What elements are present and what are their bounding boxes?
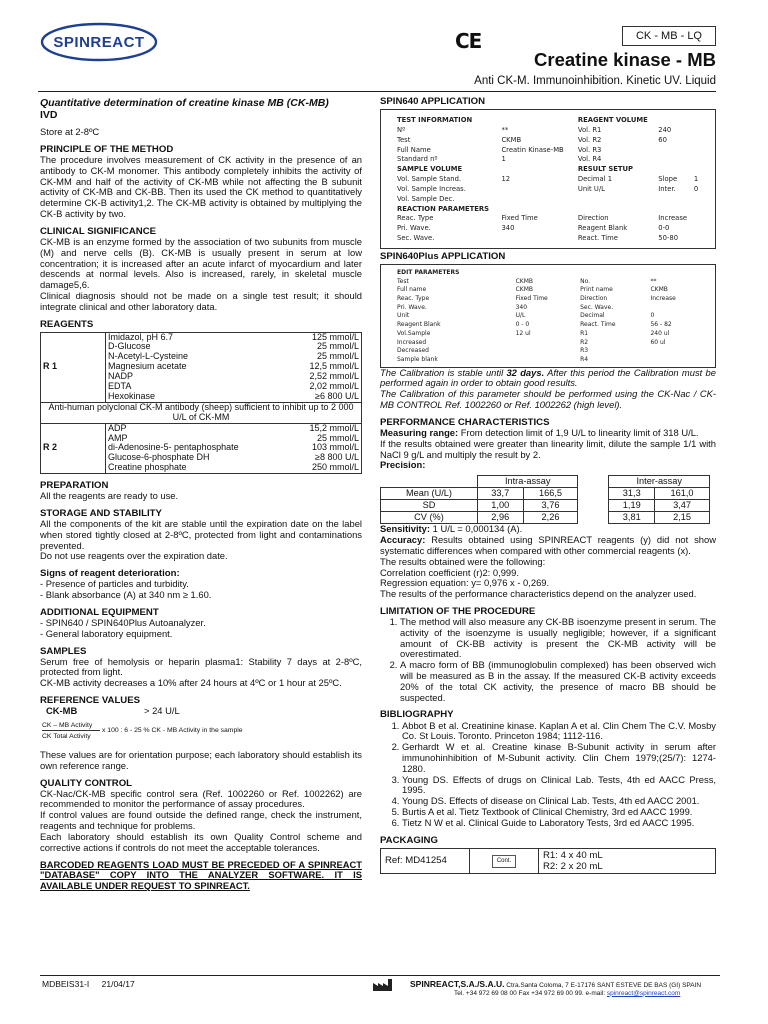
parameter-cell: React. Time bbox=[580, 321, 616, 329]
precision-cell: 1,19 bbox=[609, 500, 655, 512]
qc-text-3: Each laboratory should establish its own Quality Control scheme and corrective actions if controls do not meet the acceptable tolerances. bbox=[40, 830, 362, 853]
parameter-cell: Increase bbox=[658, 214, 688, 223]
parameter-cell: No. bbox=[580, 277, 591, 285]
equipment-heading: ADDITIONAL EQUIPMENT bbox=[40, 606, 159, 618]
parameter-cell bbox=[692, 155, 701, 165]
parameter-cell bbox=[656, 155, 692, 165]
parameter-cell: U/L bbox=[515, 312, 526, 320]
reagents-table bbox=[40, 332, 362, 474]
parameter-row bbox=[395, 339, 701, 348]
parameter-cell: Vol. Sample Increas. bbox=[397, 184, 466, 193]
parameter-cell bbox=[656, 195, 692, 205]
parameter-cell: 340 bbox=[515, 303, 528, 311]
parameter-cell: Full name bbox=[397, 286, 427, 294]
parameter-cell bbox=[499, 195, 571, 205]
company-address: Ctra.Santa Coloma, 7 E-17176 SANT ESTEVE DE BAS (GI) SPAIN bbox=[504, 982, 702, 989]
measuring-range-label: Measuring range: bbox=[380, 426, 459, 438]
parameter-cell: REACTION PARAMETERS bbox=[397, 204, 490, 213]
bibliography-heading: BIBLIOGRAPHY bbox=[380, 709, 454, 721]
parameter-row bbox=[395, 224, 701, 234]
bibliography-item: 6. Tietz N W et al. Clinical Guide to Laboratory Tests, 3rd ed AACC 1995. bbox=[402, 818, 716, 829]
parameter-cell: Fixed Time bbox=[515, 295, 548, 303]
precision-cell: CV (%) bbox=[381, 512, 478, 524]
right-column bbox=[380, 96, 716, 874]
parameter-cell bbox=[514, 339, 579, 348]
parameter-row bbox=[395, 234, 701, 244]
manufacturer-icon bbox=[372, 978, 398, 992]
limitation-item: 1. The method will also measure any CK-BB isoenzyme present in serum. The activity of the isoenzyme is usually negligible; however, if a significant amount of CK-BB activity is present the CK-MB activity will be overestimated. bbox=[400, 617, 716, 660]
parameter-cell: Reac. Type bbox=[397, 295, 430, 303]
parameter-cell: Reagent Blank bbox=[577, 224, 628, 233]
footer-right bbox=[410, 980, 701, 997]
reagent-name: AMP bbox=[108, 432, 128, 443]
barcode-notice: BARCODED REAGENTS LOAD MUST BE PRECEDED OF A SPINREACT "DATABASE" COPY INTO THE ANALYZER SOFTWARE. IT IS AVAILABLE UNDER REQUEST TO SPINREACT. bbox=[40, 858, 362, 892]
reagent-name: Hexokinase bbox=[108, 390, 156, 401]
parameter-cell: Vol. R2 bbox=[577, 135, 602, 144]
parameter-cell bbox=[692, 195, 701, 205]
header-rule bbox=[38, 91, 716, 92]
parameter-cell: Print name bbox=[580, 286, 613, 294]
parameter-row bbox=[395, 321, 701, 330]
parameter-cell: Unit U/L bbox=[577, 184, 605, 193]
parameter-row bbox=[395, 175, 701, 185]
parameter-row bbox=[395, 356, 701, 365]
parameter-cell bbox=[692, 146, 701, 156]
parameter-cell bbox=[656, 116, 692, 126]
parameter-cell: RESULT SETUP bbox=[577, 165, 634, 174]
clinical-text-2: Clinical diagnosis should not be made on a single test result; it should integrate clinical and other laboratory data. bbox=[40, 289, 362, 312]
precision-cell: 2,15 bbox=[655, 512, 710, 524]
parameter-row bbox=[395, 295, 701, 304]
precision-cell: 166,5 bbox=[523, 488, 578, 500]
bibliography-item: 4. Young DS. Effects of disease on Clinical Lab. Tests, 4th ed AACC 2001. bbox=[402, 796, 716, 807]
company-name: SPINREACT,S.A./S.A.U. bbox=[410, 979, 505, 989]
spin640-table bbox=[395, 116, 701, 244]
parameter-cell: Direction bbox=[580, 295, 608, 303]
parameter-cell bbox=[692, 224, 701, 234]
precision-cell: 1,00 bbox=[477, 500, 523, 512]
precision-cell bbox=[578, 500, 609, 512]
parameter-row bbox=[395, 116, 701, 126]
precision-cell: 3,81 bbox=[609, 512, 655, 524]
parameter-cell: 0 - 0 bbox=[515, 321, 530, 329]
parameter-cell: Test bbox=[397, 277, 409, 285]
formula-denominator: CK Total Activity bbox=[42, 733, 91, 740]
parameter-cell: 60 ul bbox=[650, 338, 666, 346]
left-column bbox=[40, 97, 362, 892]
parameter-cell: Sec. Wave. bbox=[580, 303, 614, 311]
parameter-cell: SAMPLE VOLUME bbox=[397, 165, 463, 174]
parameter-cell: R4 bbox=[580, 355, 589, 363]
deterioration-heading: Signs of reagent deterioration: bbox=[40, 568, 180, 580]
precision-cell bbox=[578, 488, 609, 500]
packaging-r2: R2: 2 x 20 mL bbox=[543, 860, 603, 872]
r2-label: R 2 bbox=[41, 423, 106, 473]
parameter-cell bbox=[499, 185, 571, 195]
parameter-row bbox=[395, 214, 701, 224]
formula-tail: x 100 : 6 - 25 % CK - MB Activity in the sample bbox=[102, 727, 243, 734]
deterioration-item: - Blank absorbance (A) at 340 nm ≥ 1.60. bbox=[40, 589, 212, 601]
parameter-cell: Vol.Sample bbox=[397, 329, 431, 337]
parameter-cell bbox=[692, 136, 701, 146]
parameter-cell: Full Name bbox=[397, 145, 431, 154]
parameter-cell bbox=[499, 205, 571, 215]
parameter-cell bbox=[692, 126, 701, 136]
doc-date: 21/04/17 bbox=[101, 979, 135, 989]
parameter-row bbox=[395, 278, 701, 287]
reference-value: > 24 U/L bbox=[144, 705, 180, 716]
footer-rule bbox=[40, 975, 720, 976]
deterioration-item: - Presence of particles and turbidity. bbox=[40, 578, 189, 590]
parameter-cell: 0-0 bbox=[658, 224, 670, 233]
reagent-value: 25 mmol/L bbox=[316, 351, 359, 362]
parameter-cell: Nº bbox=[397, 125, 406, 134]
reference-label: CK-MB bbox=[46, 705, 78, 716]
parameter-cell: 0 bbox=[693, 184, 699, 193]
parameter-row bbox=[395, 146, 701, 156]
parameter-row bbox=[395, 185, 701, 195]
calibration-text-2: The Calibration of this parameter should be performed using the CK-Nac / CK-MB CONTROL Ref. 1002260 or Ref. 1002262 (high level). bbox=[380, 388, 716, 411]
parameter-cell bbox=[499, 165, 571, 175]
precision-cell: 3,47 bbox=[655, 500, 710, 512]
precision-cell: 33,7 bbox=[477, 488, 523, 500]
parameter-row bbox=[395, 126, 701, 136]
parameter-cell: 50-80 bbox=[658, 234, 679, 243]
parameter-row bbox=[395, 304, 701, 313]
ce-mark: CE bbox=[455, 29, 482, 53]
parameter-cell: CKMB bbox=[515, 277, 534, 285]
parameter-cell: Reagent Blank bbox=[397, 321, 441, 329]
precision-cell: Mean (U/L) bbox=[381, 488, 478, 500]
inter-assay-header: Inter-assay bbox=[609, 476, 710, 488]
spinreact-logo bbox=[40, 22, 158, 62]
packaging-heading: PACKAGING bbox=[380, 834, 438, 846]
limitation-item: 2. A macro form of BB (immunoglobulin complexed) has been observed wich will be measured as B in the assay. If the measured CK-B activity exceeds 20% of the total CK activity, the presence of macro BB should be suspected. bbox=[400, 660, 716, 703]
parameter-cell: 12 ul bbox=[515, 329, 531, 337]
parameter-row bbox=[395, 165, 701, 175]
reagent-name: Imidazol, pH 6.7 bbox=[108, 331, 174, 342]
clinical-heading: CLINICAL SIGNIFICANCE bbox=[40, 225, 157, 237]
performance-heading: PERFORMANCE CHARACTERISTICS bbox=[380, 416, 550, 428]
parameter-row bbox=[395, 136, 701, 146]
precision-cell: 31,3 bbox=[609, 488, 655, 500]
principle-text: The procedure involves measurement of CK activity in the presence of an antibody to CK-M monomer. This antibody completely inhibits the activity of CK-MM and half of the activity of CK-MB while not affecting the B subunit activity of CK-MB and CK-BB. Then its used the CK method to quantitatively determine CK-B activity1,2. The CK-MB activity is obtained by multiplying the CK-B activity by two. bbox=[40, 153, 362, 220]
parameter-cell bbox=[656, 146, 692, 156]
parameter-cell bbox=[692, 165, 701, 175]
r1-label: R 1 bbox=[41, 332, 106, 402]
parameter-cell: Slope bbox=[658, 175, 678, 184]
calibration-text-b: After this period the Calibration must be performed again in order to obtain good results. bbox=[380, 366, 716, 389]
reagents-heading: REAGENTS bbox=[40, 318, 94, 330]
parameter-cell: 340 bbox=[501, 224, 515, 233]
parameter-cell: 240 ul bbox=[650, 329, 670, 337]
limitation-heading: LIMITATION OF THE PROCEDURE bbox=[380, 605, 536, 617]
reagent-name: Magnesium acetate bbox=[108, 361, 187, 372]
precision-cell: 2,96 bbox=[477, 512, 523, 524]
parameter-row bbox=[395, 330, 701, 339]
packaging-table bbox=[380, 848, 716, 874]
parameter-row bbox=[395, 195, 701, 205]
parameter-cell: Reac. Type bbox=[397, 214, 434, 223]
parameter-cell: Vol. R3 bbox=[577, 145, 602, 154]
reagent-name: Creatine phosphate bbox=[108, 462, 187, 473]
accuracy-text: Results obtained using SPINREACT reagents (y) did not show systematic differences when compared with other commercial reagents (x). bbox=[380, 534, 716, 556]
reagent-value: 103 mmol/L bbox=[311, 442, 359, 453]
parameter-cell: Decimal 1 bbox=[577, 175, 613, 184]
parameter-cell: Standard nº bbox=[397, 155, 438, 164]
company-email[interactable]: spinreact@spinreact.com bbox=[606, 989, 681, 997]
parameter-cell bbox=[648, 356, 701, 365]
qc-heading: QUALITY CONTROL bbox=[40, 777, 133, 789]
samples-text: Serum free of hemolysis or heparin plasma1: Stability 7 days at 2-8ºC, protected from light. bbox=[40, 655, 362, 678]
parameter-cell: 240 bbox=[658, 125, 672, 134]
parameter-cell: Unit bbox=[397, 312, 410, 320]
product-code: CK - MB - LQ bbox=[622, 26, 716, 46]
parameter-cell: Test bbox=[397, 135, 411, 144]
parameter-cell: Increase bbox=[650, 295, 676, 303]
parameter-cell: 0 bbox=[650, 312, 655, 320]
parameter-cell bbox=[499, 116, 571, 126]
page-title: Creatine kinase - MB bbox=[534, 49, 716, 70]
parameter-cell bbox=[648, 304, 701, 313]
parameter-cell: Direction bbox=[577, 214, 609, 223]
spin640-heading: SPIN640 APPLICATION bbox=[380, 96, 486, 107]
reference-heading: REFERENCE VALUES bbox=[40, 694, 141, 706]
accuracy-label: Accuracy: bbox=[380, 534, 426, 546]
parameter-cell bbox=[656, 165, 692, 175]
samples-text-2: CK-MB activity decreases a 10% after 24 hours at 4ºC or 1 hour at 25ºC. bbox=[40, 677, 342, 689]
antibody-text: Anti-human polyclonal CK-M antibody (sheep) sufficient to inhibit up to 2 000 U/L of CK-MM bbox=[48, 401, 354, 422]
parameter-cell: EDIT PARAMETERS bbox=[397, 269, 460, 277]
reagent-name: NADP bbox=[108, 371, 134, 382]
preparation-text: All the reagents are ready to use. bbox=[40, 490, 179, 502]
parameter-cell: 56 - 82 bbox=[650, 321, 672, 329]
reagent-name: Glucose-6-phosphate DH bbox=[108, 452, 210, 463]
storage-heading: STORAGE AND STABILITY bbox=[40, 507, 162, 519]
reagent-value: 2,02 mmol/L bbox=[309, 381, 359, 392]
precision-cell: 2,26 bbox=[523, 512, 578, 524]
parameter-cell: Pri. Wave. bbox=[397, 303, 427, 311]
parameter-cell bbox=[499, 234, 571, 244]
parameter-cell: R3 bbox=[580, 347, 589, 355]
bibliography-item: 2. Gerhardt W et al. Creatine kinase B-Subunit activity in serum after immunohinhibition of M-Subunit activity. Clin Chem 1979;(25/7): 1274-1280. bbox=[402, 742, 716, 774]
reagent-value: 2,52 mmol/L bbox=[309, 371, 359, 382]
packaging-r1: R1: 4 x 40 mL bbox=[543, 849, 603, 861]
principle-heading: PRINCIPLE OF THE METHOD bbox=[40, 143, 174, 155]
accuracy-text-2: The results obtained were the following: bbox=[380, 555, 546, 567]
bibliography-item: 5. Burtis A et al. Tietz Textbook of Clinical Chemistry, 3rd ed AACC 1999. bbox=[402, 807, 716, 818]
reagent-value: 25 mmol/L bbox=[316, 432, 359, 443]
reference-row bbox=[40, 706, 362, 719]
reagent-value: 125 mmol/L bbox=[311, 331, 359, 342]
parameter-cell: React. Time bbox=[577, 234, 618, 243]
parameter-cell bbox=[692, 214, 701, 224]
parameter-row bbox=[395, 312, 701, 321]
precision-cell: 161,0 bbox=[655, 488, 710, 500]
parameter-cell: Fixed Time bbox=[501, 214, 538, 223]
accuracy-text-3: Correlation coefficient (r)2: 0,999. bbox=[380, 566, 519, 578]
sensitivity-text: 1 U/L = 0,000134 (A). bbox=[430, 523, 523, 535]
precision-row bbox=[381, 512, 710, 524]
parameter-cell: Sec. Wave. bbox=[397, 234, 435, 243]
parameter-cell bbox=[578, 269, 648, 278]
calibration-text bbox=[380, 368, 716, 390]
intra-assay-header: Intra-assay bbox=[477, 476, 578, 488]
parameter-row bbox=[395, 347, 701, 356]
preparation-heading: PREPARATION bbox=[40, 480, 109, 492]
reagent-name: N-Acetyl-L-Cysteine bbox=[108, 351, 189, 362]
reagent-value: 12,5 mmol/L bbox=[309, 361, 359, 372]
parameter-cell: Creatin Kinase-MB bbox=[501, 145, 564, 154]
reagent-value: 15,2 mmol/L bbox=[309, 422, 359, 433]
reagent-value: ≥6 800 U/L bbox=[315, 390, 359, 401]
parameter-cell: 1 bbox=[693, 175, 699, 184]
qc-text-2: If control values are found outside the defined range, check the instrument, reagents and technique for problems. bbox=[40, 809, 362, 832]
storage-text-2: Do not use reagents over the expiration date. bbox=[40, 550, 228, 562]
clinical-text: CK-MB is an enzyme formed by the association of two subunits from muscle (M) and nerve cells (B). CK-MB is usually present in serum at low concentration; it is increased after an acute infarct of myocardium and later descends at normal levels. Also is increased, rarely, in skeletal muscle damage5,6. bbox=[40, 235, 362, 291]
sensitivity-label: Sensitivity: bbox=[380, 523, 431, 535]
parameter-cell bbox=[576, 195, 656, 205]
measuring-range-2: If the results obtained were greater than linearity limit, dilute the sample 1/1 with NaCl 9 g/L and multiply the result by 2. bbox=[380, 437, 716, 460]
parameter-cell bbox=[648, 269, 701, 278]
parameter-cell: Vol. Sample Stand. bbox=[397, 175, 462, 184]
spin640-box bbox=[380, 109, 716, 249]
samples-heading: SAMPLES bbox=[40, 645, 87, 657]
precision-label: Precision: bbox=[380, 459, 426, 471]
parameter-cell: 12 bbox=[501, 175, 511, 184]
calibration-text-a: The Calibration is stable until bbox=[380, 366, 507, 378]
precision-cell bbox=[578, 512, 609, 524]
parameter-row bbox=[395, 286, 701, 295]
precision-cell: SD bbox=[381, 500, 478, 512]
reagent-name: di-Adenosine-5- pentaphosphate bbox=[108, 442, 239, 453]
parameter-cell: Vol. R4 bbox=[577, 155, 602, 164]
packaging-cont: Cont. bbox=[492, 855, 516, 868]
parameter-cell: CKMB bbox=[650, 286, 668, 294]
parameter-cell: 60 bbox=[658, 135, 667, 144]
parameter-cell bbox=[576, 205, 656, 215]
storage-text: All the components of the kit are stable until the expiration date on the label when stored tightly closed at 2-8ºC, protected from light and contaminations prevented. bbox=[40, 517, 362, 551]
parameter-cell: CKMB bbox=[515, 286, 534, 294]
parameter-cell: R2 bbox=[580, 338, 589, 346]
equipment-item: - SPIN640 / SPIN640Plus Autoanalyzer. bbox=[40, 616, 206, 628]
qc-text: CK-Nac/CK-MB specific control sera (Ref. 1002260 or Ref. 1002262) are recommended to monitor the performance of assay procedures. bbox=[40, 787, 362, 810]
parameter-cell: Decimal bbox=[580, 312, 605, 320]
parameter-cell bbox=[514, 356, 579, 365]
reference-note: These values are for orientation purpose; each laboratory should establish its own reference range. bbox=[40, 749, 362, 771]
precision-table bbox=[380, 475, 710, 524]
parameter-cell: REAGENT VOLUME bbox=[577, 116, 648, 125]
parameter-row bbox=[395, 205, 701, 215]
parameter-cell: ** bbox=[501, 125, 509, 134]
parameter-cell: R1 bbox=[580, 329, 589, 337]
reagent-name: ADP bbox=[108, 422, 127, 433]
ivd-label: IVD bbox=[40, 109, 58, 122]
parameter-cell bbox=[692, 205, 701, 215]
parameter-cell: Inter. bbox=[658, 184, 676, 193]
accuracy-text-4: Regression equation: y= 0,976 x - 0,269. bbox=[380, 577, 550, 589]
parameter-cell bbox=[692, 116, 701, 126]
reagent-value: ≥8 800 U/L bbox=[315, 452, 359, 463]
reagent-value: 25 mmol/L bbox=[316, 341, 359, 352]
svg-text:SPINREACT: SPINREACT bbox=[53, 34, 145, 51]
parameter-cell: Pri. Wave. bbox=[397, 224, 431, 233]
measuring-range-text: From detection limit of 1,9 U/L to linearity limit of 318 U/L. bbox=[458, 426, 699, 438]
parameter-cell: TEST INFORMATION bbox=[397, 116, 473, 125]
calibration-days: 32 days. bbox=[506, 366, 545, 378]
bibliography-list bbox=[380, 721, 716, 829]
packaging-ref: Ref: MD41254 bbox=[381, 848, 470, 873]
accuracy bbox=[380, 535, 716, 557]
precision-cell: 3,76 bbox=[523, 500, 578, 512]
limitation-list bbox=[380, 617, 716, 704]
store-text: Store at 2-8ºC bbox=[40, 126, 100, 138]
bibliography-item: 1. Abbot B et al. Creatinine kinase. Kaplan A et al. Clin Chem The C.V. Mosby Co. St Louis. Toronto. Princeton 1984; 1112-116. bbox=[402, 721, 716, 743]
parameter-cell bbox=[514, 347, 579, 356]
parameter-cell: Increased bbox=[397, 338, 427, 346]
parameter-cell: Sample blank bbox=[397, 355, 438, 363]
parameter-cell: Decreased bbox=[397, 347, 429, 355]
footer-left bbox=[42, 980, 135, 990]
equipment-item: - General laboratory equipment. bbox=[40, 627, 173, 639]
reagent-name: D-Glucose bbox=[108, 341, 151, 352]
reagent-value: 250 mmol/L bbox=[311, 462, 359, 473]
precision-row bbox=[381, 500, 710, 512]
parameter-cell bbox=[656, 205, 692, 215]
spin640plus-heading: SPIN640Plus APPLICATION bbox=[380, 251, 506, 262]
parameter-cell bbox=[514, 269, 579, 278]
spin640plus-table bbox=[395, 269, 701, 365]
intro-title: Quantitative determination of creatine kinase MB (CK-MB) bbox=[40, 97, 329, 109]
parameter-cell: Vol. Sample Dec. bbox=[397, 194, 455, 203]
parameter-cell: Vol. R1 bbox=[577, 125, 602, 134]
bibliography-item: 3. Young DS. Effects of drugs on Clinical Lab. Tests, 4th ed AACC Press, 1995. bbox=[402, 775, 716, 797]
parameter-row bbox=[395, 155, 701, 165]
parameter-cell bbox=[692, 234, 701, 244]
parameter-cell bbox=[648, 347, 701, 356]
reference-formula bbox=[40, 722, 362, 744]
parameter-row bbox=[395, 269, 701, 278]
parameter-cell: CKMB bbox=[501, 135, 522, 144]
formula-numerator: CK – MB Activity bbox=[42, 722, 100, 731]
parameter-cell: ** bbox=[650, 277, 657, 285]
page-subtitle: Anti CK-M. Immunoinhibition. Kinetic UV. Liquid bbox=[474, 75, 716, 87]
reagent-name: EDTA bbox=[108, 381, 132, 392]
company-contact: Tel. +34 972 69 08 00 Fax +34 972 69 00 99. e-mail: bbox=[454, 989, 607, 997]
precision-row bbox=[381, 488, 710, 500]
accuracy-text-5: The results of the performance characteristics depend on the analyzer used. bbox=[380, 588, 697, 600]
spin640plus-box bbox=[380, 264, 716, 368]
doc-code: MDBEIS31-I bbox=[42, 979, 90, 989]
parameter-cell: 1 bbox=[501, 155, 506, 164]
